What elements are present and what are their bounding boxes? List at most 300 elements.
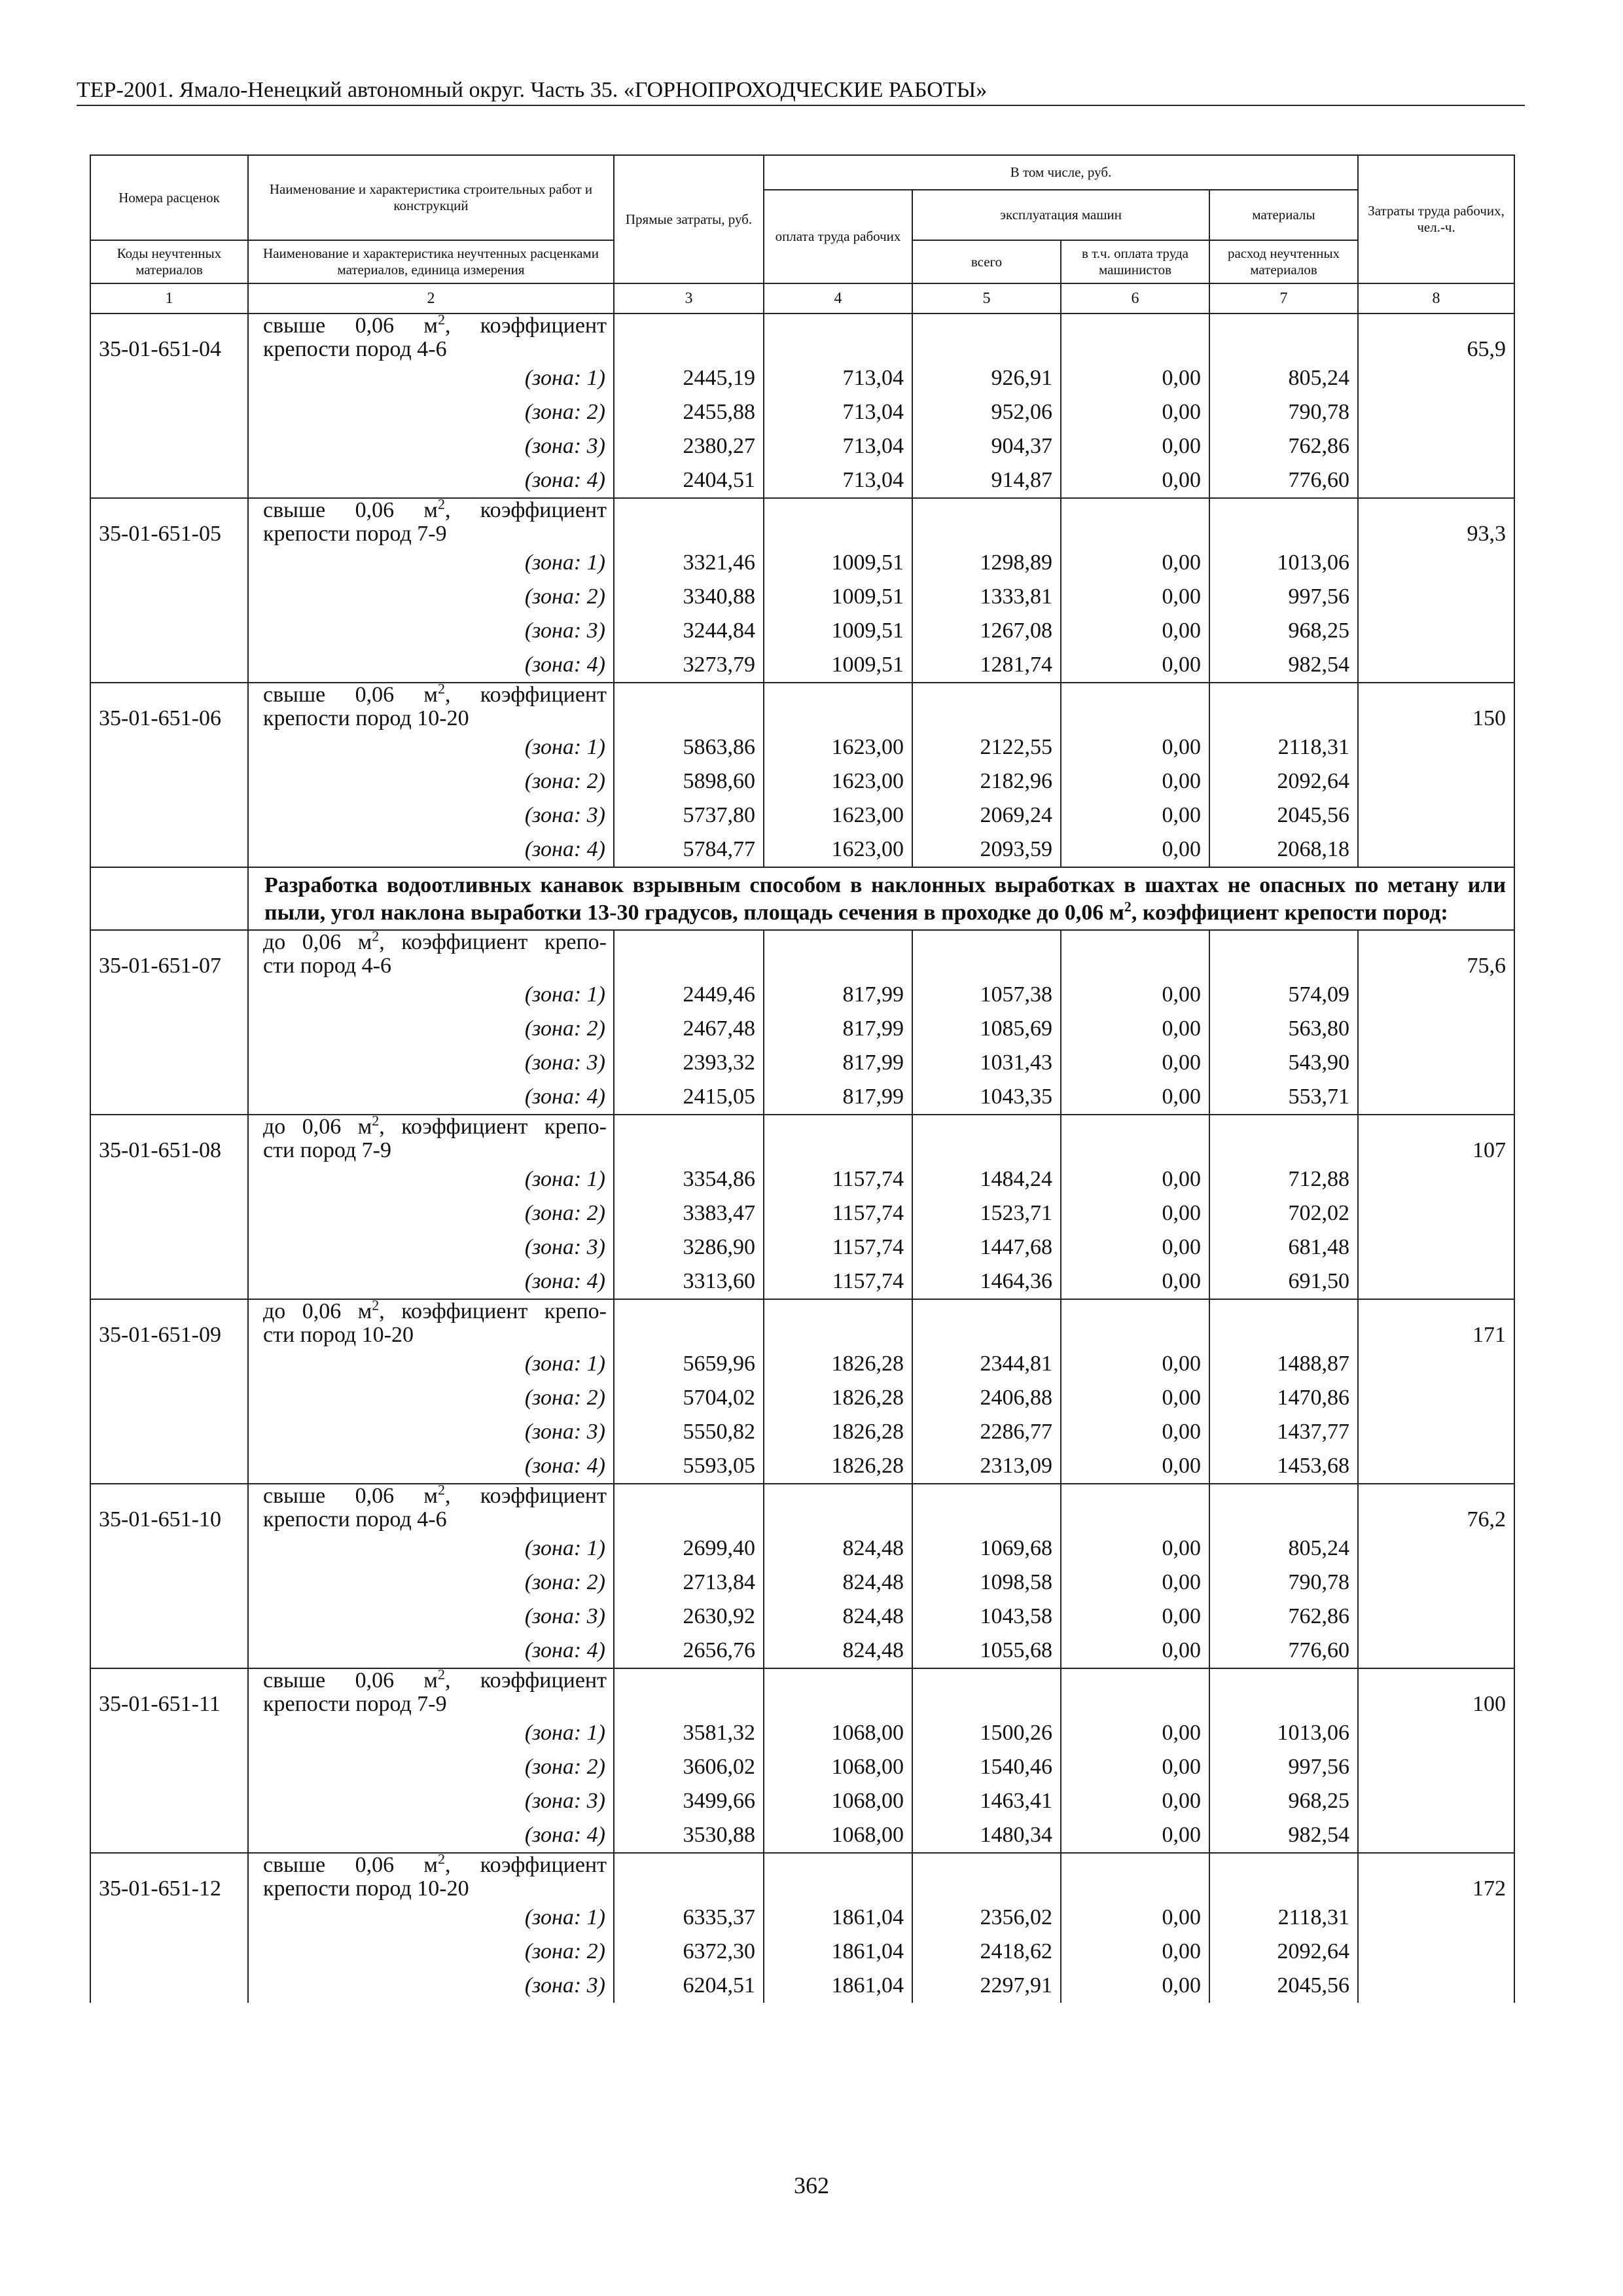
rate-items-group-b [90,927,1514,2003]
cost-value: 2356,02 [912,1901,1061,1935]
cost-value: 2467,48 [614,1012,764,1046]
empty-cell [1209,1853,1358,1901]
cost-value: 2406,88 [912,1381,1061,1415]
empty-cell [912,683,1061,730]
empty-cell [1209,498,1358,546]
zone-row [90,1080,1514,1115]
empty-cell [1061,498,1209,546]
cost-value: 0,00 [1061,1750,1209,1784]
header-machine-ops: эксплуатация машин [912,190,1209,240]
cost-value: 0,00 [1061,1415,1209,1449]
labor-costs-value: 75,6 [1358,930,1514,1115]
cost-value: 824,48 [764,1566,912,1600]
cost-value: 3273,79 [614,648,764,683]
zone-row [90,730,1514,764]
cost-value: 1826,28 [764,1381,912,1415]
cost-value: 817,99 [764,978,912,1012]
zone-row [90,1162,1514,1196]
cost-value: 3286,90 [614,1230,764,1265]
description-line-1: свыше 0,06 $м^2$, коэффициент [263,1850,607,1877]
empty-cell [1061,314,1209,361]
header-material-description: Наименование и характеристика неучтенных расценками материалов, единица измерения [248,240,614,283]
empty-cell [764,314,912,361]
zone-label: (зона: 3) [248,1969,614,2003]
cost-value: 0,00 [1061,1162,1209,1196]
empty-cell [764,930,912,978]
zone-label: (зона: 2) [248,1750,614,1784]
cost-value: 5898,60 [614,764,764,798]
cost-value: 1043,35 [912,1080,1061,1115]
cost-value: 0,00 [1061,1080,1209,1115]
zone-row [90,978,1514,1012]
zone-label: (зона: 1) [248,730,614,764]
zone-row [90,1935,1514,1969]
zone-row [90,833,1514,867]
cost-value: 1623,00 [764,764,912,798]
description-line-2: крепости пород 10-20 [263,1876,469,1901]
empty-cell [764,498,912,546]
empty-cell [1061,1299,1209,1347]
cost-value: 0,00 [1061,1381,1209,1415]
cost-value: 1068,00 [764,1784,912,1818]
cost-value: 0,00 [1061,614,1209,648]
empty-cell [764,1115,912,1162]
empty-cell [764,1853,912,1901]
zone-label: (зона: 2) [248,580,614,614]
cost-value: 2630,92 [614,1600,764,1634]
empty-cell [614,498,764,546]
cost-value: 3354,86 [614,1162,764,1196]
cost-value: 574,09 [1209,978,1358,1012]
zone-row [90,1230,1514,1265]
cost-value: 3313,60 [614,1265,764,1299]
empty-cell [1209,683,1358,730]
cost-value: 553,71 [1209,1080,1358,1115]
cost-value: 982,54 [1209,1818,1358,1853]
zone-label: (зона: 2) [248,1012,614,1046]
cost-value: 2455,88 [614,395,764,429]
cost-value: 3606,02 [614,1750,764,1784]
cost-value: 5593,05 [614,1449,764,1484]
cost-value: 1009,51 [764,580,912,614]
rate-item-header-row [90,1668,1514,1716]
cost-value: 0,00 [1061,1566,1209,1600]
cost-value: 0,00 [1061,395,1209,429]
rate-code: 35-01-651-12 [90,1853,248,2003]
zone-label: (зона: 2) [248,395,614,429]
column-number: 8 [1358,283,1514,314]
rate-code: 35-01-651-08 [90,1115,248,1299]
work-description [248,1112,614,1162]
column-number: 5 [912,283,1061,314]
rate-item-header-row [90,1299,1514,1347]
description-line-1: свыше 0,06 $м^2$, коэффициент [263,680,607,707]
empty-cell [912,930,1061,978]
cost-value: 997,56 [1209,1750,1358,1784]
cost-value: 1826,28 [764,1449,912,1484]
empty-cell [1209,930,1358,978]
cost-value: 1281,74 [912,648,1061,683]
cost-value: 1068,00 [764,1750,912,1784]
rate-code: 35-01-651-11 [90,1668,248,1853]
rate-code: 35-01-651-05 [90,498,248,683]
zone-label: (зона: 4) [248,833,614,867]
cost-value: 2445,19 [614,361,764,395]
cost-value: 1055,68 [912,1634,1061,1668]
document-header: ТЕР-2001. Ямало-Ненецкий автономный округ. Часть 35. «ГОРНОПРОХОДЧЕСКИЕ РАБОТЫ» [77,78,988,102]
work-description [248,927,614,978]
cost-value: 1068,00 [764,1716,912,1750]
description-line-1: свыше 0,06 $м^2$, коэффициент [263,1666,607,1693]
cost-value: 2415,05 [614,1080,764,1115]
cost-value: 2393,32 [614,1046,764,1080]
cost-value: 702,02 [1209,1196,1358,1230]
zone-label: (зона: 1) [248,1716,614,1750]
empty-cell [912,498,1061,546]
empty-cell [1209,1484,1358,1532]
zone-row [90,580,1514,614]
cost-value: 0,00 [1061,1532,1209,1566]
column-number: 7 [1209,283,1358,314]
rate-code: 35-01-651-06 [90,683,248,867]
cost-value: 1267,08 [912,614,1061,648]
cost-value: 0,00 [1061,1818,1209,1853]
cost-value: 968,25 [1209,1784,1358,1818]
cost-value: 1043,58 [912,1600,1061,1634]
zone-label: (зона: 4) [248,1634,614,1668]
cost-value: 1861,04 [764,1901,912,1935]
zone-row [90,1196,1514,1230]
cost-value: 2418,62 [912,1935,1061,1969]
cost-value: 1069,68 [912,1532,1061,1566]
section-title: Разработка водоотливных канавок взрывным способом в наклонных выработках в шахтах не опасных по метану или пыли, угол наклона выработки 13-30 градусов, площадь сечения в проходке до 0,06 $м^2$, коэффициент крепости пород: [248,867,1514,930]
header-machine-total: всего [912,240,1061,283]
description-line-2: сти пород 4-6 [263,954,391,978]
cost-value: 2404,51 [614,463,764,498]
zone-label: (зона: 1) [248,361,614,395]
empty-cell [764,683,912,730]
zone-label: (зона: 4) [248,1265,614,1299]
zone-row [90,1634,1514,1668]
empty-cell [1061,930,1209,978]
zone-label: (зона: 3) [248,1230,614,1265]
rate-item-header-row [90,1484,1514,1532]
cost-value: 0,00 [1061,1046,1209,1080]
description-line-2: крепости пород 7-9 [263,522,447,546]
zone-label: (зона: 4) [248,648,614,683]
description-line-1: до 0,06 $м^2$, коэффициент крепо- [263,1112,607,1139]
header-rule [77,105,1525,106]
zone-label: (зона: 1) [248,1347,614,1381]
empty-cell [764,1668,912,1716]
cost-value: 543,90 [1209,1046,1358,1080]
cost-value: 817,99 [764,1012,912,1046]
cost-value: 0,00 [1061,978,1209,1012]
header-machinists-pay: в т.ч. оплата труда машинистов [1061,240,1209,283]
cost-value: 1463,41 [912,1784,1061,1818]
zone-label: (зона: 2) [248,1196,614,1230]
cost-value: 914,87 [912,463,1061,498]
empty-cell [1209,1299,1358,1347]
rate-item-header-row [90,683,1514,730]
cost-value: 3340,88 [614,580,764,614]
cost-value: 817,99 [764,1080,912,1115]
zone-row [90,1046,1514,1080]
zone-row [90,463,1514,498]
header-rate-numbers: Номера расценок [90,155,248,240]
cost-value: 1623,00 [764,833,912,867]
cost-value: 713,04 [764,361,912,395]
rate-code: 35-01-651-04 [90,314,248,498]
work-description [248,311,614,361]
cost-value: 1464,36 [912,1265,1061,1299]
zone-row [90,546,1514,580]
cost-value: 5737,80 [614,798,764,833]
zone-label: (зона: 4) [248,1449,614,1484]
cost-value: 2182,96 [912,764,1061,798]
cost-value: 1009,51 [764,614,912,648]
cost-value: 1157,74 [764,1196,912,1230]
cost-value: 1157,74 [764,1230,912,1265]
description-line-1: свыше 0,06 $м^2$, коэффициент [263,311,607,338]
rate-item-header-row [90,1853,1514,1901]
empty-cell [1061,1853,1209,1901]
cost-value: 0,00 [1061,1784,1209,1818]
cost-value: 2656,76 [614,1634,764,1668]
cost-value: 0,00 [1061,1634,1209,1668]
cost-value: 1453,68 [1209,1449,1358,1484]
cost-value: 1009,51 [764,546,912,580]
description-line-1: до 0,06 $м^2$, коэффициент крепо- [263,1297,607,1323]
zone-row [90,614,1514,648]
zone-label: (зона: 4) [248,463,614,498]
cost-value: 776,60 [1209,463,1358,498]
cost-value: 6372,30 [614,1935,764,1969]
empty-cell [764,1299,912,1347]
header-labor-costs: Затраты труда рабочих, чел.-ч. [1358,155,1514,283]
labor-costs-value: 107 [1358,1115,1514,1299]
rate-code: 35-01-651-09 [90,1299,248,1484]
cost-value: 2122,55 [912,730,1061,764]
cost-value: 926,91 [912,361,1061,395]
cost-value: 790,78 [1209,1566,1358,1600]
rate-item-header-row [90,1115,1514,1162]
cost-value: 762,86 [1209,1600,1358,1634]
description-line-2: крепости пород 7-9 [263,1692,447,1716]
description-line-2: крепости пород 4-6 [263,337,447,361]
header-materials: материалы [1209,190,1358,240]
cost-value: 2313,09 [912,1449,1061,1484]
empty-cell [764,1484,912,1532]
cost-value: 968,25 [1209,614,1358,648]
cost-value: 824,48 [764,1532,912,1566]
zone-row [90,1532,1514,1566]
header-material-codes: Коды неучтенных материалов [90,240,248,283]
cost-value: 2286,77 [912,1415,1061,1449]
cost-value: 0,00 [1061,1901,1209,1935]
cost-value: 3530,88 [614,1818,764,1853]
zone-row [90,1449,1514,1484]
cost-value: 1861,04 [764,1969,912,2003]
cost-value: 824,48 [764,1634,912,1668]
cost-value: 0,00 [1061,546,1209,580]
cost-value: 1470,86 [1209,1381,1358,1415]
cost-value: 776,60 [1209,1634,1358,1668]
empty-cell [912,1668,1061,1716]
cost-value: 713,04 [764,429,912,463]
zone-row [90,1415,1514,1449]
zone-row [90,1716,1514,1750]
cost-value: 824,48 [764,1600,912,1634]
zone-label: (зона: 4) [248,1080,614,1115]
cost-value: 1333,81 [912,580,1061,614]
cost-value: 6335,37 [614,1901,764,1935]
labor-costs-value: 100 [1358,1668,1514,1853]
zone-label: (зона: 1) [248,1162,614,1196]
zone-label: (зона: 2) [248,764,614,798]
empty-cell [1061,1668,1209,1716]
work-description [248,495,614,546]
cost-value: 1298,89 [912,546,1061,580]
cost-value: 0,00 [1061,730,1209,764]
empty-cell [614,1853,764,1901]
cost-value: 2449,46 [614,978,764,1012]
zone-label: (зона: 2) [248,1381,614,1415]
empty-cell [614,1299,764,1347]
cost-value: 0,00 [1061,580,1209,614]
cost-value: 1013,06 [1209,546,1358,580]
column-number: 4 [764,283,912,314]
cost-value: 0,00 [1061,1449,1209,1484]
cost-value: 713,04 [764,463,912,498]
cost-value: 0,00 [1061,798,1209,833]
cost-value: 1157,74 [764,1265,912,1299]
empty-cell [614,1668,764,1716]
cost-value: 5863,86 [614,730,764,764]
zone-label: (зона: 3) [248,1415,614,1449]
zone-row [90,1347,1514,1381]
labor-costs-value: 93,3 [1358,498,1514,683]
cost-value: 1480,34 [912,1818,1061,1853]
cost-value: 713,04 [764,395,912,429]
cost-value: 1484,24 [912,1162,1061,1196]
cost-value: 1488,87 [1209,1347,1358,1381]
cost-value: 805,24 [1209,361,1358,395]
empty-cell [1061,683,1209,730]
rate-code: 35-01-651-10 [90,1484,248,1668]
description-line-1: свыше 0,06 $м^2$, коэффициент [263,495,607,522]
cost-value: 997,56 [1209,580,1358,614]
zone-row [90,1750,1514,1784]
empty-cell [614,1115,764,1162]
cost-value: 0,00 [1061,429,1209,463]
work-description [248,680,614,730]
column-number: 1 [90,283,248,314]
cost-value: 3383,47 [614,1196,764,1230]
cost-value: 712,88 [1209,1162,1358,1196]
zone-row [90,429,1514,463]
cost-value: 0,00 [1061,1600,1209,1634]
cost-value: 2699,40 [614,1532,764,1566]
cost-value: 1500,26 [912,1716,1061,1750]
work-description [248,1481,614,1532]
cost-value: 0,00 [1061,361,1209,395]
cost-value: 0,00 [1061,1196,1209,1230]
cost-value: 1157,74 [764,1162,912,1196]
empty-cell [1061,1484,1209,1532]
zone-label: (зона: 1) [248,546,614,580]
cost-value: 1447,68 [912,1230,1061,1265]
zone-label: (зона: 3) [248,614,614,648]
cost-value: 2093,59 [912,833,1061,867]
description-line-2: крепости пород 4-6 [263,1507,447,1532]
cost-value: 3581,32 [614,1716,764,1750]
labor-costs-value: 172 [1358,1853,1514,2003]
cost-value: 1013,06 [1209,1716,1358,1750]
labor-costs-value: 171 [1358,1299,1514,1484]
cost-value: 1437,77 [1209,1415,1358,1449]
cost-value: 2380,27 [614,429,764,463]
zone-row [90,1265,1514,1299]
rate-code: 35-01-651-07 [90,930,248,1115]
column-number: 2 [248,283,614,314]
zone-row [90,648,1514,683]
column-number: 6 [1061,283,1209,314]
zone-label: (зона: 2) [248,1566,614,1600]
section-empty-cell [90,867,248,930]
cost-value: 0,00 [1061,1347,1209,1381]
zone-label: (зона: 2) [248,1935,614,1969]
cost-value: 2092,64 [1209,764,1358,798]
cost-value: 1068,00 [764,1818,912,1853]
zone-label: (зона: 3) [248,1784,614,1818]
work-description [248,1668,614,1716]
header-labor-pay: оплата труда рабочих [764,190,912,283]
cost-value: 982,54 [1209,648,1358,683]
empty-cell [614,930,764,978]
cost-value: 1057,38 [912,978,1061,1012]
zone-row [90,395,1514,429]
empty-cell [1061,1115,1209,1162]
cost-value: 0,00 [1061,1935,1209,1969]
cost-value: 1098,58 [912,1566,1061,1600]
cost-value: 2092,64 [1209,1935,1358,1969]
cost-value: 952,06 [912,395,1061,429]
cost-value: 2118,31 [1209,1901,1358,1935]
description-line-2: крепости пород 10-20 [263,706,469,730]
cost-value: 1826,28 [764,1415,912,1449]
cost-value: 3321,46 [614,546,764,580]
zone-row [90,1012,1514,1046]
description-line-1: свыше 0,06 $м^2$, коэффициент [263,1481,607,1508]
labor-costs-value: 76,2 [1358,1484,1514,1668]
description-line-1: до 0,06 $м^2$, коэффициент крепо- [263,927,607,954]
cost-value: 1540,46 [912,1750,1061,1784]
cost-value: 0,00 [1061,463,1209,498]
cost-value: 5550,82 [614,1415,764,1449]
cost-value: 0,00 [1061,833,1209,867]
zone-row [90,1818,1514,1853]
work-description [248,1299,614,1347]
header-direct-costs: Прямые затраты, руб. [614,155,764,283]
cost-value: 6204,51 [614,1969,764,2003]
empty-cell [614,1484,764,1532]
zone-row [90,361,1514,395]
column-number: 3 [614,283,764,314]
empty-cell [912,314,1061,361]
labor-costs-value: 150 [1358,683,1514,867]
cost-value: 2344,81 [912,1347,1061,1381]
